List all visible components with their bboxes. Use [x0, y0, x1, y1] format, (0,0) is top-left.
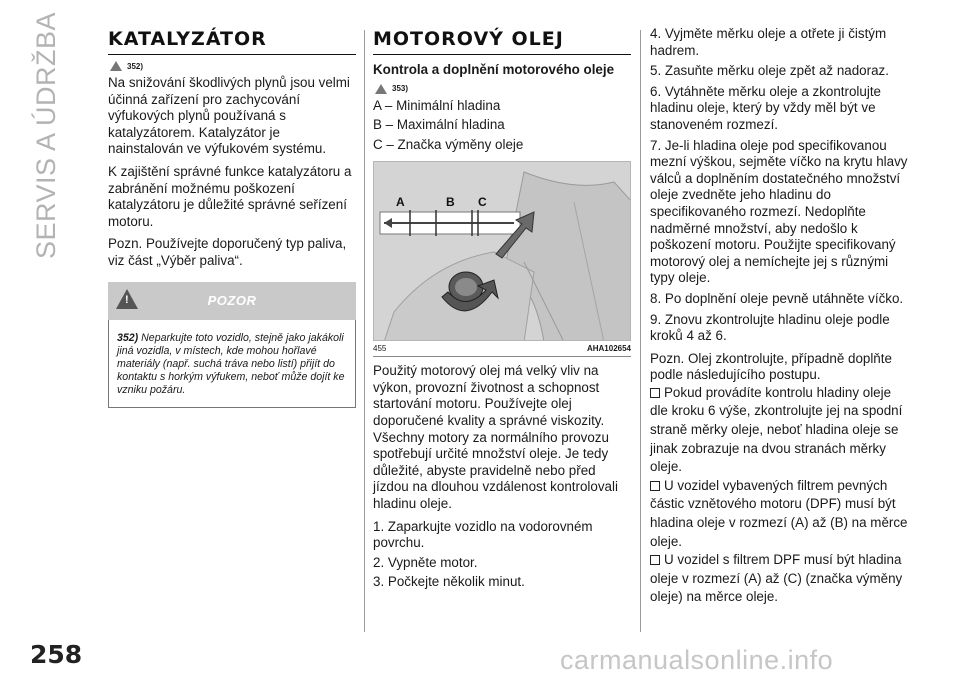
subsection-title: Kontrola a doplnění motorového oleje	[373, 62, 615, 77]
legend-item: A – Minimální hladina	[373, 97, 501, 113]
checkbox-icon	[650, 481, 660, 491]
warning-ref-number: 352)	[117, 331, 139, 344]
warning-ref	[375, 84, 631, 94]
dipstick-illustration-svg	[374, 162, 631, 341]
check-note	[650, 551, 912, 607]
figure-label-a: A	[396, 195, 405, 210]
chapter-side-title-text: SERVIS A ÚDRŽBA	[31, 11, 62, 259]
dipstick-illustration	[373, 161, 631, 341]
figure-label-b: B	[446, 195, 455, 210]
checkbox-icon	[650, 555, 660, 565]
warning-text: Neparkujte toto vozidlo, stejně jako jakákoli jiná vozidla, v místech, kde mohou hořlavé materiály (např. suchá tráva nebo listí) přijít do kontaktu s horkým výfukem, neboť může dojít ke vzniku požáru.	[117, 331, 345, 396]
legend-item: C – Značka výměny oleje	[373, 136, 524, 152]
step-item: 2. Vypněte motor.	[373, 554, 478, 570]
section-title-catalyst: KATALYZÁTOR	[108, 28, 356, 55]
chapter-side-title	[22, 11, 72, 259]
column-engine-oil	[373, 28, 631, 594]
warning-icon	[116, 289, 138, 309]
step-item: 7. Je-li hladina oleje pod specifikovanou mezní výškou, sejměte víčko na krytu hlavy válců a doplněním dostatečného množství oleje zvedněte jeho hladinu do specifikovaného rozmezí. Nedoplňte nadměrné množství, aby nedošlo k poškození motoru. Použijte specifikovaný motorový olej a nemíchejte jej s různými typy oleje.	[650, 137, 908, 286]
column-catalyst	[108, 28, 356, 408]
step-item: 3. Počkejte několik minut.	[373, 574, 525, 590]
checkbox-icon	[650, 388, 660, 398]
figure-label-c: C	[478, 195, 487, 210]
warning-title: POZOR	[207, 293, 257, 309]
step-item: 5. Zasuňte měrku oleje zpět až nadoraz.	[650, 63, 889, 79]
paragraph: K zajištění správné funkce katalyzátoru a zabránění možnému poškození katalyzátoru je důležité správné seřízení motoru.	[108, 163, 352, 229]
warning-box-body	[108, 320, 356, 408]
warning-box-header	[108, 282, 356, 320]
paragraph: Na snižování škodlivých plynů jsou velmi účinná zařízení pro zachycování výfukových plynů používaná s katalyzátorem. Katalyzátor je nainstalován ve výfukovém systému.	[108, 75, 350, 157]
ref-number: 352)	[127, 61, 144, 71]
check-note	[650, 477, 912, 551]
step-item: 1. Zaparkujte vozidlo na vodorovném povrchu.	[373, 518, 593, 551]
check-note-text: U vozidel vybavených filtrem pevných částic vznětového motoru (DPF) musí být hladina oleje v rozmezí (A) až (B) na měrce oleje.	[650, 477, 908, 549]
column-divider	[364, 30, 365, 632]
warning-triangle-icon	[375, 84, 387, 94]
warning-ref	[110, 61, 356, 71]
note-paragraph: Pozn. Olej zkontrolujte, případně doplňte podle následujícího postupu.	[650, 350, 892, 383]
paragraph: Použitý motorový olej má velký vliv na výkon, provozní životnost a schopnost startování motoru. Používejte olej doporučené kvality a správné viskozity. Všechny motory za normálního provozu spotřebují určité množství oleje. Je tedy důležité, abyste pravidelně nebo před jízdou na dlouhou vzdálenost kontrolovali hladinu oleje.	[373, 363, 618, 512]
watermark: carmanualsonline.info	[560, 645, 834, 675]
ref-number: 353)	[392, 84, 409, 93]
figure-number: 455	[373, 344, 387, 354]
page-number: 258	[30, 640, 83, 669]
check-note-text: U vozidel s filtrem DPF musí být hladina oleje v rozmezí (A) až (C) (značka výměny oleje) na měrce oleje.	[650, 552, 903, 605]
warning-triangle-icon	[110, 61, 122, 71]
legend-item: B – Maximální hladina	[373, 117, 505, 133]
check-note	[650, 384, 912, 477]
section-title-engine-oil: MOTOROVÝ OLEJ	[373, 28, 631, 55]
check-note-text: Pokud provádíte kontrolu hladiny oleje dle kroku 6 výše, zkontrolujte jej na spodní straně měrky oleje, neboť hladina oleje se jinak zobrazuje na dvou stranách měrky oleje.	[650, 384, 903, 475]
column-divider	[640, 30, 641, 632]
column-oil-steps	[650, 26, 912, 607]
figure-code: AHA102654	[586, 344, 631, 354]
step-item: 6. Vytáhněte měrku oleje a zkontrolujte hladinu oleje, který by vždy měl být ve stanoveném rozmezí.	[650, 83, 881, 132]
figure-caption	[373, 344, 631, 357]
step-item: 8. Po doplnění oleje pevně utáhněte víčko.	[650, 290, 904, 306]
paragraph: Pozn. Používejte doporučený typ paliva, viz část „Výběr paliva“.	[108, 236, 347, 268]
step-item: 9. Znovu zkontrolujte hladinu oleje podle kroků 4 až 6.	[650, 311, 890, 344]
step-item: 4. Vyjměte měrku oleje a otřete ji čistým hadrem.	[650, 26, 887, 58]
